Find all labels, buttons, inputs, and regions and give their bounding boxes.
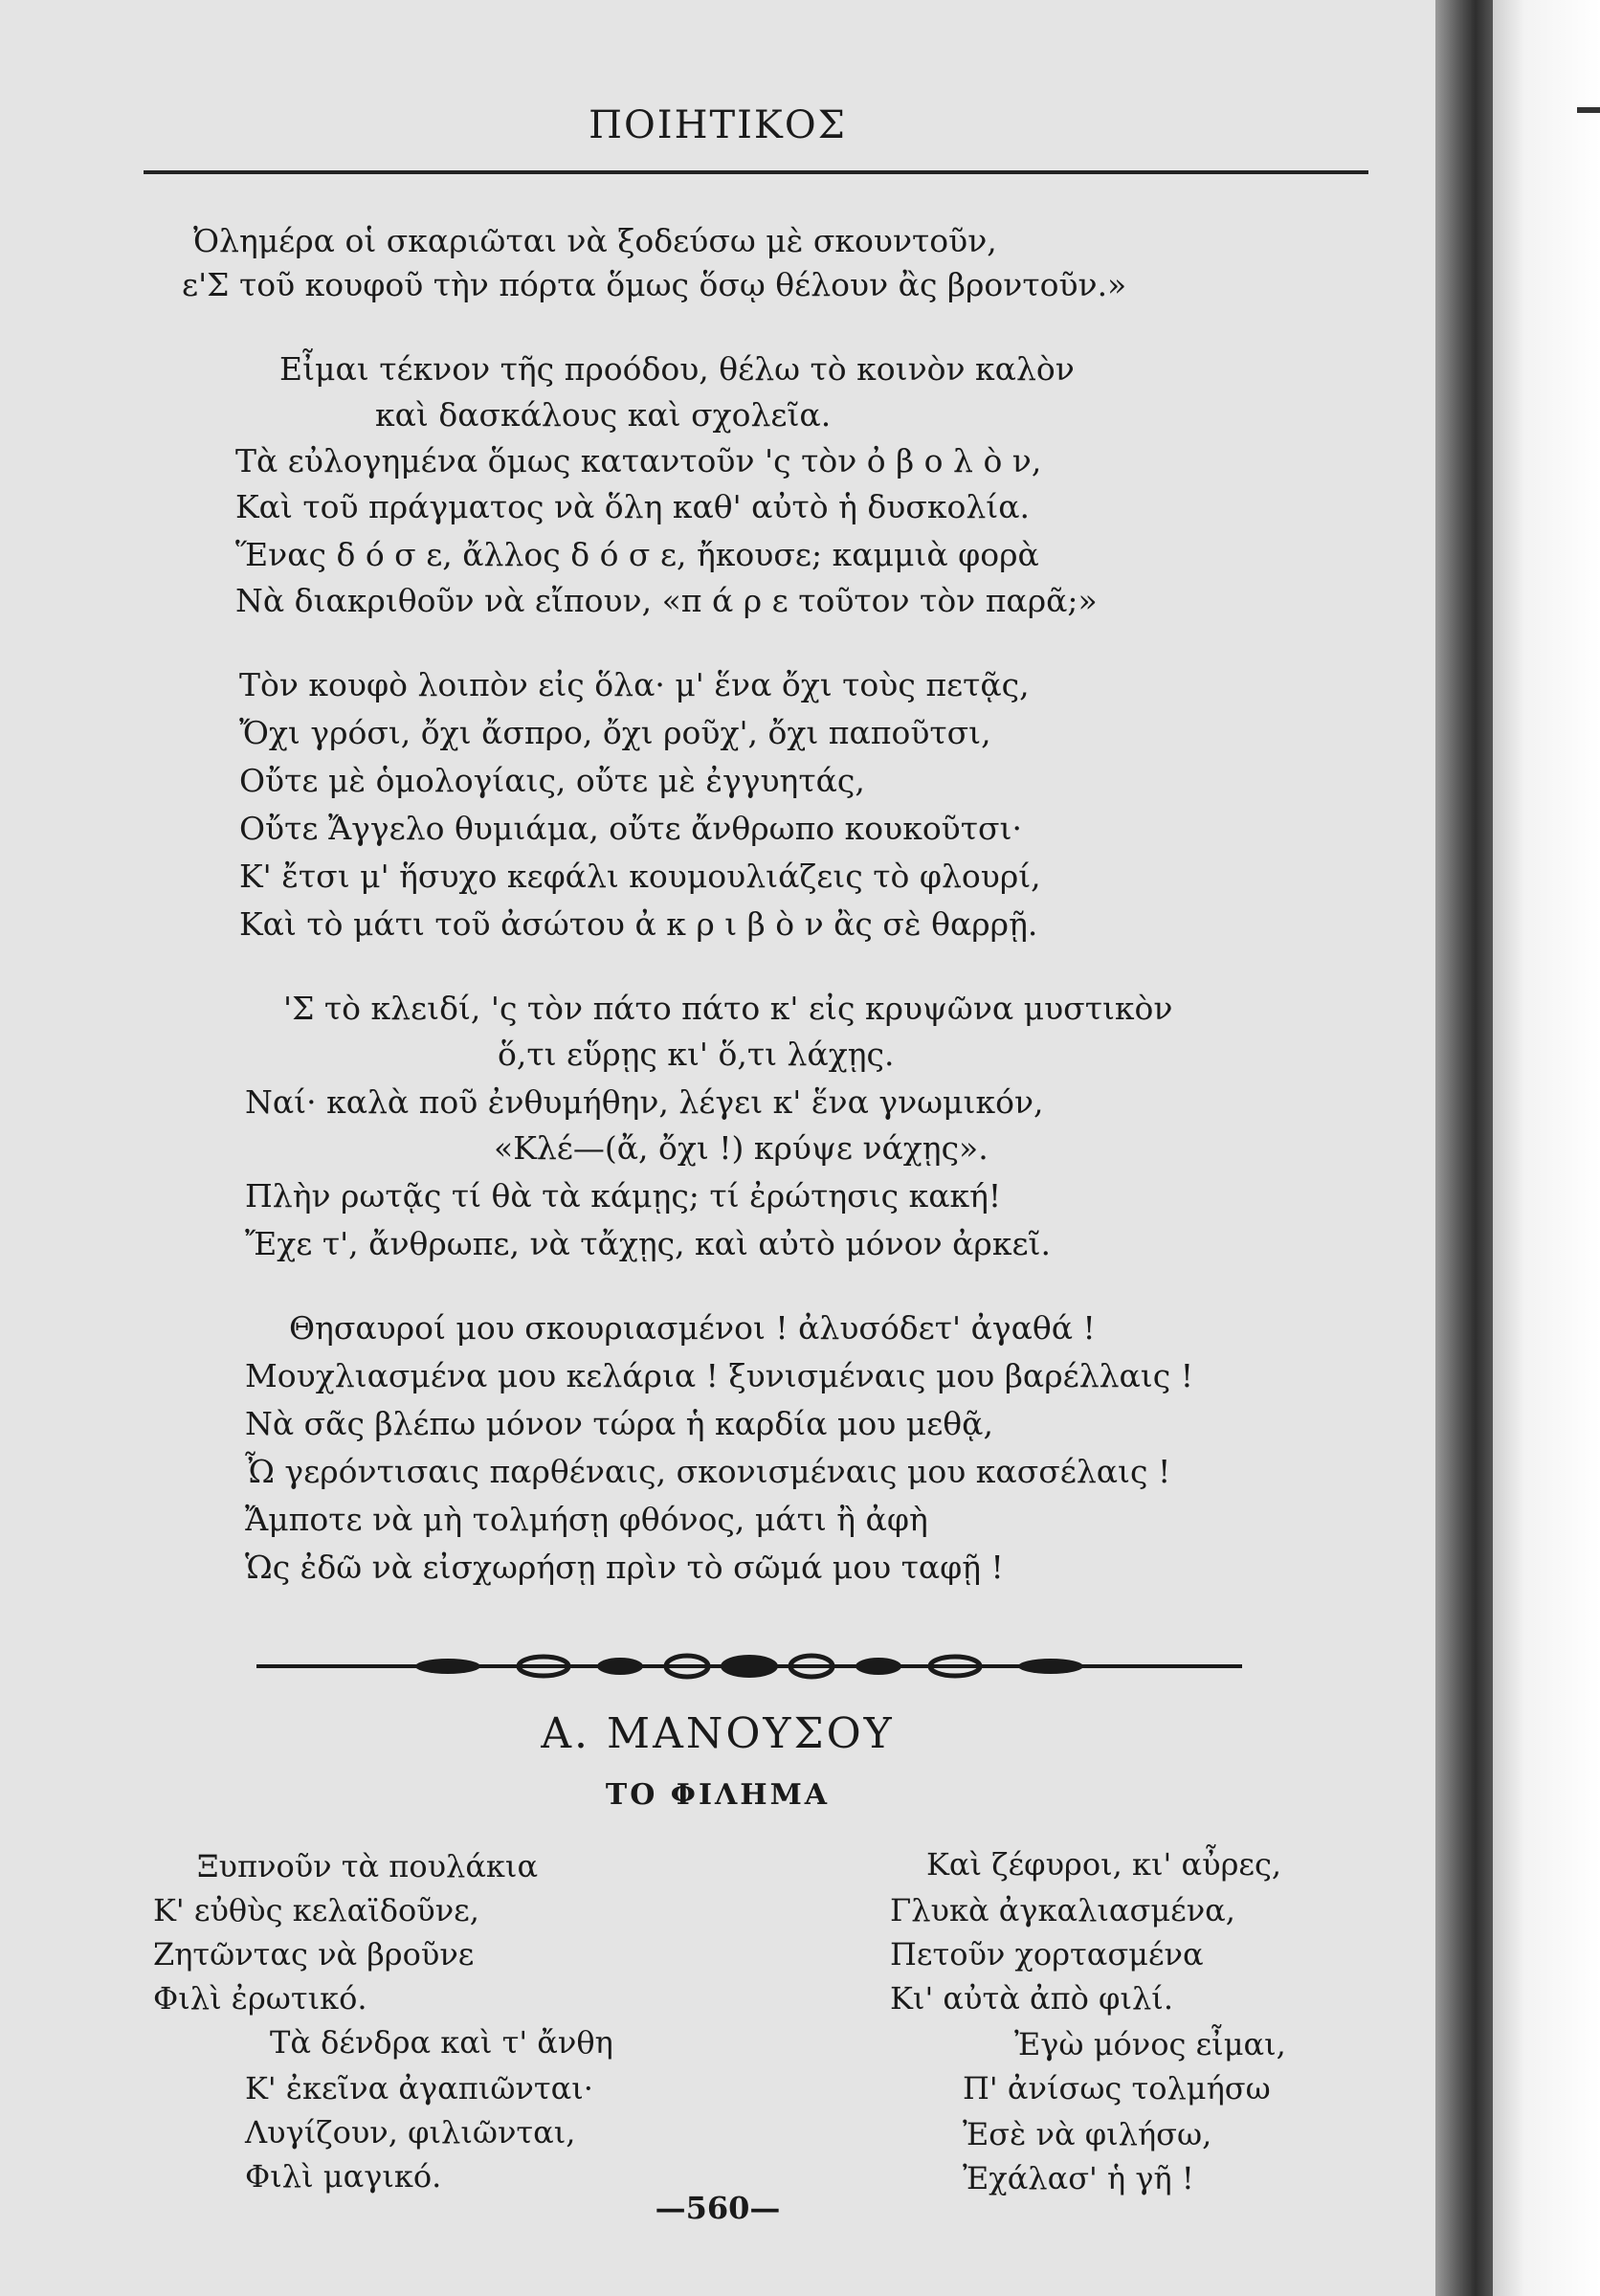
verse-line: Ἄμποτε νὰ μὴ τολμήσῃ φθόνος, μάτι ἢ ἀφὴ xyxy=(245,1501,928,1538)
book-spine-shadow xyxy=(1435,0,1493,2296)
verse-line: Καὶ τὸ μάτι τοῦ ἀσώτου ἀ κ ρ ι β ὸ ν ἂς σὲ θαρρῇ. xyxy=(239,905,1038,943)
right-column-line: Καὶ ζέφυροι, κι' αὖρες, xyxy=(926,1846,1282,1883)
left-column-line: Κ' ἐκεῖνα ἀγαπιῶνται· xyxy=(245,2070,593,2107)
verse-line: Ναί· καλὰ ποῦ ἐνθυμήθην, λέγει κ' ἕνα γνωμικόν, xyxy=(245,1083,1044,1121)
verse-line: Κ' ἔτσι μ' ἥσυχο κεφάλι κουμουλιάζεις τὸ φλουρί, xyxy=(239,858,1041,895)
left-column-line: Ζητῶντας νὰ βροῦνε xyxy=(153,1936,475,1973)
left-column-line: Φιλὶ ἐρωτικό. xyxy=(153,1980,367,2017)
left-column-line: Κ' εὐθὺς κελαϊδοῦνε, xyxy=(153,1892,479,1928)
right-column-line: Ἐχάλασ' ἡ γῆ ! xyxy=(963,2160,1194,2196)
right-column-line: Π' ἀνίσως τολμήσω xyxy=(963,2070,1271,2107)
verse-line: Νὰ σᾶς βλέπω μόνον τώρα ἡ καρδία μου μεθᾷ, xyxy=(245,1405,993,1442)
verse-line: καὶ δασκάλους καὶ σχολεῖα. xyxy=(375,396,832,434)
header-rule xyxy=(144,170,1368,174)
left-column-line: Φιλὶ μαγικό. xyxy=(245,2158,442,2195)
right-column-line: Κι' αὐτὰ ἀπὸ φιλί. xyxy=(890,1980,1173,2017)
verse-line: ὅ,τι εὕρῃς κι' ὅ,τι λάχῃς. xyxy=(498,1036,895,1073)
verse-line: Ὦ γερόντισαις παρθέναις, σκονισμέναις μου κασσέλαις ! xyxy=(245,1453,1171,1490)
verse-line: Ὡς ἐδῶ νὰ εἰσχωρήσῃ πρὶν τὸ σῶμά μου ταφῇ ! xyxy=(245,1549,1004,1586)
verse-line: Οὔτε μὲ ὁμολογίαις, οὔτε μὲ ἐγγυητάς, xyxy=(239,762,865,799)
verse-line: Εἶμαι τέκνον τῆς προόδου, θέλω τὸ κοινὸν καλὸν xyxy=(279,350,1075,388)
left-column-line: Τὰ δένδρα καὶ τ' ἄνθη xyxy=(270,2024,613,2061)
verse-line: Μουχλιασμένα μου κελάρια ! ξυνισμέναις μου βαρέλλαις ! xyxy=(245,1357,1193,1394)
right-column-line: Ἐσὲ νὰ φιλήσω, xyxy=(963,2116,1212,2152)
left-column-line: Ξυπνοῦν τὰ πουλάκια xyxy=(197,1848,539,1884)
verse-line: Ὀλημέρα οἱ σκαριῶται νὰ ξοδεύσω μὲ σκουντοῦν, xyxy=(193,222,997,259)
poem-author: Α. ΜΑΝΟΥΣΟΥ xyxy=(541,1709,895,1758)
left-column-line: Λυγίζουν, φιλιῶνται, xyxy=(245,2114,576,2151)
verse-line: Τὰ εὐλογημένα ὅμως καταντοῦν 'ς τὸν ὀ β ο λ ὸ ν, xyxy=(235,442,1042,479)
right-column-line: Γλυκὰ ἀγκαλιασμένα, xyxy=(890,1892,1235,1928)
poem-title: ΤΟ ΦΙΛΗΜΑ xyxy=(605,1778,831,1812)
facing-page-edge xyxy=(1493,0,1600,2296)
right-column-line: Ἐγὼ μόνος εἶμαι, xyxy=(1014,2026,1286,2062)
verse-line: Καὶ τοῦ πράγματος νὰ ὅλη καθ' αὐτὸ ἡ δυσκολία. xyxy=(235,488,1030,525)
edge-mark xyxy=(1577,107,1600,113)
verse-line: «Κλέ—(ἄ, ὄχι !) κρύψε νάχῃς». xyxy=(494,1129,989,1167)
right-column-line: Πετοῦν χορτασμένα xyxy=(890,1936,1204,1973)
ornament-divider xyxy=(256,1652,1242,1681)
verse-line: Ἔχε τ', ἄνθρωπε, νὰ τἄχῃς, καὶ αὐτὸ μόνον ἀρκεῖ. xyxy=(245,1225,1051,1262)
verse-line: Πλὴν ρωτᾷς τί θὰ τὰ κάμῃς; τί ἐρώτησις κακή! xyxy=(245,1177,1002,1215)
verse-line: Τὸν κουφὸ λοιπὸν εἰς ὅλα· μ' ἕνα ὄχι τοὺς πετᾷς, xyxy=(239,666,1030,703)
verse-line: ε'Σ τοῦ κουφοῦ τὴν πόρτα ὅμως ὅσῳ θέλουν ἂς βροντοῦν.» xyxy=(182,266,1127,303)
verse-line: 'Σ τὸ κλειδί, 'ς τὸν πάτο πάτο κ' εἰς κρυψῶνα μυστικὸν xyxy=(283,990,1173,1027)
verse-line: Οὔτε Ἄγγελο θυμιάμα, οὔτε ἄνθρωπο κουκοῦτσι· xyxy=(239,810,1022,847)
verse-line: Θησαυροί μου σκουριασμένοι ! ἀλυσόδετ' ἀγαθά ! xyxy=(289,1309,1096,1347)
verse-line: Ὄχι γρόσι, ὄχι ἄσπρο, ὄχι ροῦχ', ὄχι παποῦτσι, xyxy=(239,714,991,751)
verse-line: Νὰ διακριθοῦν νὰ εἴπουν, «π ά ρ ε τοῦτον τὸν παρᾶ;» xyxy=(235,582,1098,619)
running-header: ΠΟΙΗΤΙΚΟΣ xyxy=(589,103,847,147)
verse-line: Ἕνας δ ό σ ε, ἄλλος δ ό σ ε, ἤκουσε; καμμιὰ φορὰ xyxy=(235,536,1039,573)
page-number: —560— xyxy=(655,2190,781,2226)
